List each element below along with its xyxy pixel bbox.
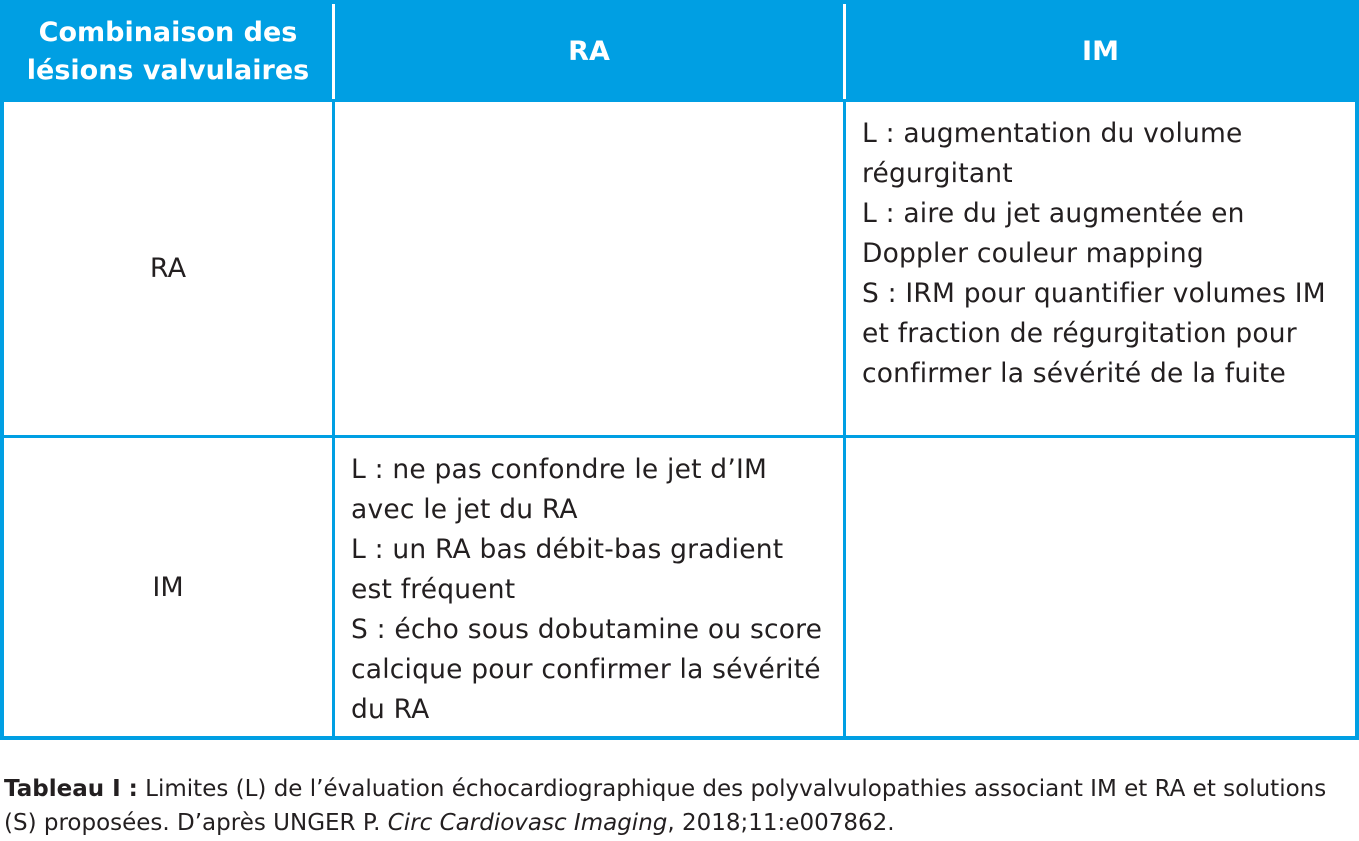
cell-ra-ra: [335, 102, 843, 435]
table-caption: [4, 772, 1356, 840]
cell-im-ra: [335, 438, 843, 736]
header-ra: [335, 4, 843, 99]
cell-ra-im-line: L : aire du jet augmentée en Doppler couleur mapping: [862, 198, 1245, 269]
cell-im-ra-line: S : écho sous dobutamine ou score calcique pour confirmer la sévérité du RA: [351, 614, 823, 725]
row-label-ra-text: RA: [149, 253, 187, 284]
header-combinaison-label: Combinaison des lésions valvulaires: [26, 16, 310, 86]
cell-im-ra-line: L : ne pas confondre le jet d’IM avec le jet du RA: [351, 454, 768, 525]
caption-text-after: , 2018;11:e007862.: [667, 810, 895, 836]
cell-ra-im-line: S : IRM pour quantifier volumes IM et fraction de régurgitation pour confirmer la sévérité de la fuite: [862, 278, 1326, 389]
cell-ra-im-line: L : augmentation du volume régurgitant: [862, 118, 1243, 189]
header-ra-label: RA: [568, 35, 610, 67]
row-label-im-text: IM: [152, 571, 184, 603]
header-im: [846, 4, 1355, 99]
caption-lead: Tableau I :: [4, 776, 138, 802]
cell-ra-im: [846, 102, 1355, 435]
header-combinaison: [4, 4, 332, 99]
cell-im-im: [846, 438, 1355, 736]
row-label-ra: [4, 102, 332, 435]
cell-im-ra-line: L : un RA bas débit-bas gradient est fréquent: [351, 534, 784, 605]
caption-journal: Circ Cardiovasc Imaging: [387, 810, 668, 836]
header-im-label: IM: [1082, 35, 1119, 67]
caption-text-before: Limites (L) de l’évaluation échocardiographique des polyvalvulopathies associant IM et RA et solutions (S) proposées. D’après UNGER P.: [4, 776, 1327, 836]
row-label-im: [4, 438, 332, 736]
